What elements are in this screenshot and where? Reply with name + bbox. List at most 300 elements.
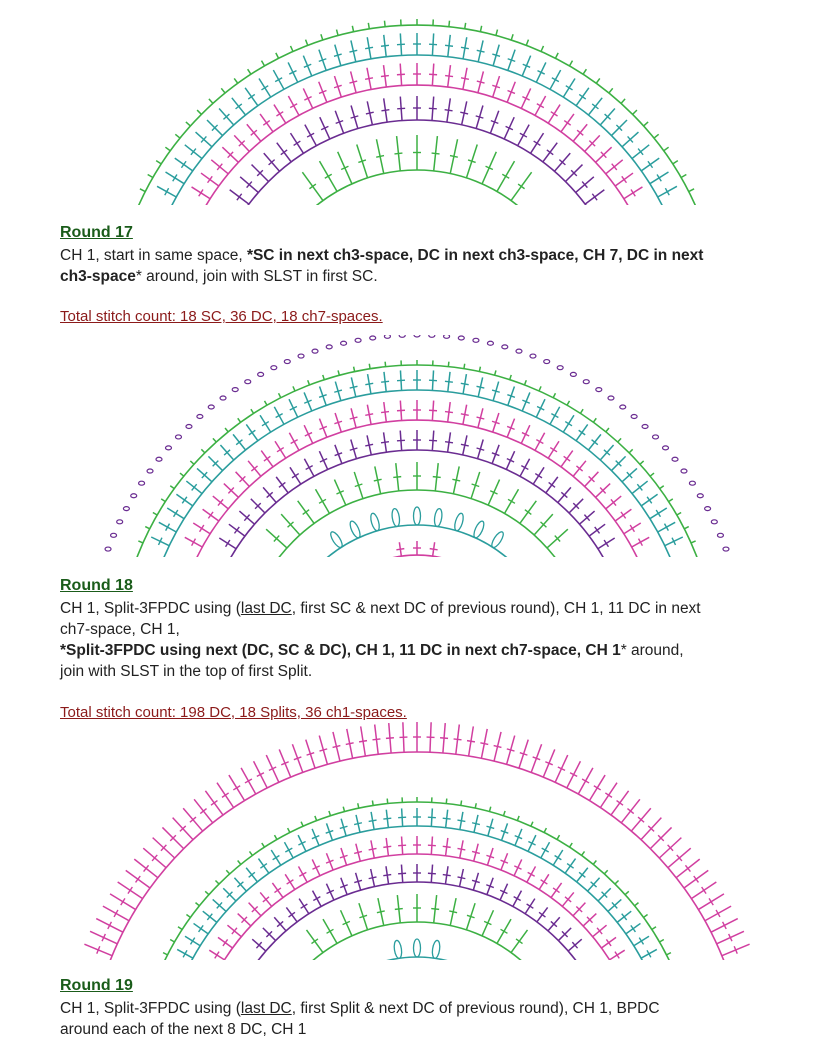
r16b-stitch <box>557 835 560 839</box>
r16c-stitch <box>190 461 194 464</box>
r16-top-stitch <box>221 88 225 93</box>
r15-bar <box>461 444 469 446</box>
r16c-stitch <box>650 473 654 476</box>
r16b-stitch <box>644 914 648 917</box>
r14-bar <box>433 477 441 478</box>
r16-top-stitch <box>681 175 686 178</box>
r16b-bar <box>477 386 485 388</box>
r16c-stitch <box>145 527 149 529</box>
r17-chain <box>271 366 277 370</box>
r17-text-a: CH 1, start in same space, <box>60 247 247 264</box>
r16c-stitch <box>293 386 295 391</box>
r16-top-stitch <box>673 161 678 164</box>
r17-chain <box>502 345 508 349</box>
r16b-bar <box>565 422 572 426</box>
r17-chain <box>139 481 145 485</box>
r16-bar <box>181 161 186 168</box>
r18-bar <box>372 739 380 740</box>
round-18-instructions <box>60 598 760 682</box>
r16b-stitch <box>635 903 639 906</box>
round-17-title: Round 17 <box>60 224 133 242</box>
r14-bar <box>428 873 436 874</box>
r15-bar <box>445 442 453 443</box>
r17-chain <box>131 494 137 498</box>
r14-bar <box>369 877 377 879</box>
r15-bar <box>428 845 436 846</box>
r17-chain <box>384 335 390 338</box>
r15-bar <box>383 846 391 847</box>
r16-top-stitch <box>248 69 251 74</box>
r16c-stitch <box>369 364 370 369</box>
r13-bar <box>309 184 315 189</box>
r16-bar <box>639 938 643 945</box>
r15-bar <box>631 189 635 196</box>
r18-bar <box>346 743 354 745</box>
r16-bar <box>457 820 465 821</box>
r16c-stitch <box>338 370 339 375</box>
r17-text-c: ch3-space <box>60 268 136 285</box>
r16-bar <box>264 456 270 461</box>
r18-text-d: *Split-3FPDC using next (DC, SC & DC), CH 1, 11 DC in next ch7-space, CH 1 <box>60 642 621 659</box>
r16-top-stitch <box>664 147 669 151</box>
r13-stitch <box>414 507 421 525</box>
r16b-stitch <box>593 861 596 865</box>
r18-bar <box>233 786 240 790</box>
r16b-bar <box>461 383 469 384</box>
r17-chain <box>516 349 522 353</box>
r16-bar <box>260 864 267 869</box>
r18-text-b: , first SC & next DC of previous round), CH 1, 11 DC in next <box>292 600 701 617</box>
r16c-stitch <box>238 418 241 422</box>
r15-bar <box>535 474 542 478</box>
r15-bar <box>549 482 555 487</box>
r12-arc <box>307 555 527 557</box>
r18-bar <box>333 746 341 748</box>
r16c-stitch <box>640 461 644 464</box>
r18-bar <box>605 793 612 797</box>
r14-bar <box>383 875 391 876</box>
r16-bar <box>555 855 562 859</box>
r15-bar <box>398 845 406 846</box>
r16c-stitch <box>580 409 583 413</box>
r15-bar <box>199 189 203 196</box>
r16b-stitch <box>170 940 174 943</box>
r16-top-stitch <box>209 99 213 103</box>
r18-arc <box>87 752 747 960</box>
r16b-stitch <box>387 799 388 804</box>
r15-bar <box>606 939 611 945</box>
r16c-stitch <box>161 499 165 502</box>
r16-top-stitch <box>175 134 180 138</box>
r14-bar <box>294 141 301 145</box>
r16b-stitch <box>205 891 209 894</box>
r17-chain <box>147 469 153 473</box>
r16b-stitch <box>163 953 167 955</box>
r13-bar <box>311 939 317 944</box>
r15-bar <box>551 112 558 116</box>
r17-chain <box>705 507 711 511</box>
r13-stitch <box>433 508 442 527</box>
r16b-bar <box>445 381 453 382</box>
r16-top-stitch <box>596 78 600 83</box>
r16b-bar <box>174 510 178 517</box>
r17-chain <box>681 469 687 473</box>
r16b-stitch <box>275 835 278 839</box>
r16-bar <box>461 414 469 415</box>
r16-top-stitch <box>276 53 279 58</box>
r18-bar <box>480 743 488 745</box>
r15-bar <box>429 440 437 441</box>
r13-stitch <box>391 508 400 527</box>
round-17-instructions <box>60 245 760 287</box>
r17-chain <box>596 388 602 392</box>
r16c-stitch <box>495 370 496 375</box>
chart-round-18-svg <box>0 722 819 960</box>
r14-bar <box>539 912 545 917</box>
r14-bar <box>303 510 309 515</box>
r17-chain <box>245 380 251 384</box>
r17-chain <box>232 388 238 392</box>
r16c-stitch <box>213 438 216 442</box>
r16b-stitch <box>489 807 490 812</box>
r18-bar <box>494 746 502 748</box>
r14-bar <box>381 110 389 111</box>
r13-bar <box>432 153 440 154</box>
r15-bar <box>604 540 608 547</box>
r15-bar <box>541 880 548 884</box>
r17-chain <box>557 366 563 370</box>
r15-bar <box>279 482 285 487</box>
r18-bar <box>617 801 623 806</box>
round-18-title: Round 18 <box>60 577 133 595</box>
r14-bar <box>393 477 401 478</box>
r16b-stitch <box>196 903 200 906</box>
r15-bar <box>292 474 299 478</box>
r16-top-stitch <box>583 69 586 74</box>
r16-top-stitch <box>609 88 613 93</box>
r15-bar <box>595 527 600 533</box>
r14-bar <box>443 875 451 876</box>
r16-top-stitch <box>321 34 323 40</box>
r17-chain <box>370 336 376 340</box>
r14-bar <box>289 912 295 917</box>
r14-bar <box>301 904 308 908</box>
r17-chain <box>570 372 576 376</box>
crochet-chart-round-18 <box>0 722 819 960</box>
r17-chain <box>672 457 678 461</box>
r16-top-stitch <box>384 21 385 27</box>
r16-bar <box>477 50 485 52</box>
r15-bar <box>226 540 230 547</box>
r17-chain <box>175 435 181 439</box>
r16c-stitch <box>660 486 664 489</box>
r16-top-stitch <box>526 40 528 46</box>
r16-top-stitch <box>555 53 558 58</box>
r16c-stitch <box>385 362 386 367</box>
r13-bar <box>376 156 384 158</box>
r16-top-stitch <box>156 161 161 164</box>
r17-chain <box>544 360 550 364</box>
r16-top-stitch <box>480 26 481 32</box>
r16b-stitch <box>666 953 670 955</box>
r16c-stitch <box>525 380 527 385</box>
r16-bar <box>630 525 634 532</box>
r13-bar <box>516 939 522 944</box>
r15-bar <box>369 848 377 849</box>
r16c-stitch <box>180 473 184 476</box>
r18-text-f: join with SLST in the top of first Split. <box>60 663 312 680</box>
r16c-stitch <box>606 428 609 432</box>
r16c-stitch <box>153 513 157 516</box>
r13-bar <box>431 909 439 910</box>
r16c-stitch <box>553 393 555 397</box>
r13-stitch <box>348 520 362 539</box>
r18-bar <box>594 786 601 790</box>
r14-bar <box>398 873 406 874</box>
r16-top-stitch <box>621 99 625 103</box>
r15-bar <box>263 121 269 126</box>
r17-chain <box>197 414 203 418</box>
r15-bar <box>445 76 453 77</box>
r17-chain <box>414 335 420 337</box>
r16b-stitch <box>615 880 619 884</box>
crochet-chart-round-17 <box>0 335 819 557</box>
r16c-arc <box>117 365 717 557</box>
r17-chain <box>689 481 695 485</box>
r16c-stitch <box>479 367 480 372</box>
r17-chain <box>697 494 703 498</box>
r16-top-stitch <box>689 189 694 192</box>
r16-bar <box>621 512 626 518</box>
r16-top-stitch <box>511 34 513 40</box>
r16-bar <box>472 823 480 825</box>
r18-bar <box>359 741 367 742</box>
r16-bar <box>550 448 557 452</box>
r16c-stitch <box>170 486 174 489</box>
r14-bar <box>452 479 460 481</box>
r16b-stitch <box>186 914 190 917</box>
r18-bar <box>128 887 132 894</box>
r16-bar <box>567 864 574 869</box>
r15-bar <box>234 527 239 533</box>
r16-bar <box>445 45 453 46</box>
r18-bar <box>454 739 462 740</box>
r16-bar <box>443 818 451 819</box>
r15-bar <box>381 442 389 443</box>
r16b-stitch <box>446 799 447 804</box>
r16b-bar <box>182 497 187 504</box>
r16-bar <box>648 161 653 168</box>
r18-bar <box>694 876 699 882</box>
r16b-bar <box>579 430 586 435</box>
r17-chain <box>105 547 111 551</box>
r18-bar <box>440 738 448 739</box>
r16-bar <box>173 174 177 181</box>
r16c-stitch <box>464 364 465 369</box>
r16b-bar <box>365 383 373 384</box>
r16-bar <box>566 86 573 90</box>
r17-chain <box>117 520 123 524</box>
r16-bar <box>200 525 204 532</box>
r16-bar <box>199 925 204 932</box>
r15-bar <box>215 952 219 959</box>
r13-arc <box>257 922 577 960</box>
r16b-stitch <box>475 803 476 808</box>
r16b-bar <box>647 497 652 504</box>
r16-top-stitch <box>644 122 648 126</box>
r16-bar <box>477 417 485 419</box>
r16b-bar <box>350 386 358 388</box>
r16c-stitch <box>669 499 673 502</box>
r16c-stitch <box>279 393 281 397</box>
r16c-stitch <box>618 438 621 442</box>
r16-bar <box>657 174 661 181</box>
r17-chain <box>620 405 626 409</box>
r16c-stitch <box>354 367 355 372</box>
r16b-stitch <box>178 927 182 930</box>
round-17-stitch-count: Total stitch count: 18 SC, 36 DC, 18 ch7-spaces. <box>60 308 383 325</box>
r16-bar <box>564 456 570 461</box>
r16-bar <box>397 410 405 411</box>
r17-chain <box>663 446 669 450</box>
r16b-stitch <box>372 801 373 806</box>
r12-bar <box>430 549 438 550</box>
r17-chain <box>711 520 717 524</box>
r16b-bar <box>656 510 660 517</box>
r14-bar <box>458 877 466 879</box>
r14-bar <box>281 150 287 155</box>
r17-chain <box>429 335 435 337</box>
r15-bar <box>553 888 559 893</box>
r16b-stitch <box>659 940 663 943</box>
r16-bar <box>579 94 586 99</box>
r13-bar <box>395 909 403 910</box>
r17-chain <box>399 335 405 337</box>
r15-bar <box>354 851 362 853</box>
r16-bar <box>208 512 213 518</box>
r17-chain <box>341 341 347 345</box>
r13-stitch <box>490 530 506 549</box>
r16-bar <box>248 94 255 99</box>
r16b-bar <box>249 430 256 435</box>
r18-bar <box>702 887 706 894</box>
r15-bar <box>365 78 373 79</box>
r16-top-stitch <box>633 110 637 114</box>
r17-chain <box>165 446 171 450</box>
r16b-stitch <box>531 822 533 827</box>
r16c-stitch <box>265 401 268 405</box>
r14-bar <box>547 150 553 155</box>
r12-stitch <box>414 939 421 957</box>
r14-bar <box>534 141 541 145</box>
r16-top-stitch <box>465 23 466 29</box>
r16c-stitch <box>677 513 681 516</box>
r12-stitch <box>431 940 440 959</box>
r16-top-stitch <box>368 23 369 29</box>
r17-chain <box>487 341 493 345</box>
r16-bar <box>277 448 284 452</box>
r15-bar <box>615 952 619 959</box>
r17-chain <box>653 435 659 439</box>
r17-chain <box>312 349 318 353</box>
round-18-stitch-count: Total stitch count: 198 DC, 18 Splits, 36 ch1-spaces. <box>60 704 407 721</box>
r17-chain <box>220 396 226 400</box>
r14-bar <box>525 510 531 515</box>
r15-bar <box>477 81 485 83</box>
r16-bar <box>631 925 636 932</box>
r16-bar <box>383 818 391 819</box>
r15-bar <box>397 440 405 441</box>
r16c-stitch <box>448 362 449 367</box>
r16-top-stitch <box>262 61 265 66</box>
r16-top-stitch <box>140 189 145 192</box>
r15-bar <box>397 74 405 75</box>
r16b-bar <box>262 422 269 426</box>
r14-bar <box>429 108 437 109</box>
r16-bar <box>365 414 373 415</box>
r17-chain <box>530 354 536 358</box>
r16b-stitch <box>262 843 265 847</box>
r15-bar <box>208 176 213 182</box>
r13-bar <box>377 911 385 913</box>
r18-text-c: ch7-space, CH 1, <box>60 621 180 638</box>
r16b-stitch <box>343 807 344 812</box>
r16-bar <box>369 820 377 821</box>
r15-bar <box>223 939 228 945</box>
r13-stitch <box>453 512 465 531</box>
r16-bar <box>381 412 389 413</box>
r14-bar <box>237 194 242 200</box>
r17-chain <box>298 354 304 358</box>
round-19-title: Round 19 <box>60 977 133 995</box>
r15-bar <box>429 74 437 75</box>
r17-chain <box>473 338 479 342</box>
r12-stitch <box>393 940 402 959</box>
r16-top-stitch <box>165 147 170 151</box>
r16b-bar <box>381 381 389 382</box>
r17-chain <box>258 372 264 376</box>
r17-chain <box>326 345 332 349</box>
r15-bar <box>457 848 465 849</box>
r16c-stitch <box>201 449 205 453</box>
r13-stitch <box>369 512 381 531</box>
r18-bar <box>121 898 125 905</box>
r13-bar <box>449 911 457 913</box>
r16-bar <box>381 45 389 46</box>
r16c-stitch <box>629 449 633 453</box>
r15-bar <box>276 112 283 116</box>
r16-bar <box>365 47 373 48</box>
r19-text-u: last DC <box>241 1000 292 1017</box>
r17-chain <box>608 396 614 400</box>
r16-top-stitch <box>197 110 201 114</box>
r16-top-stitch <box>541 46 543 51</box>
r16-top-stitch <box>337 30 339 36</box>
r17-chain <box>723 547 729 551</box>
r16-top-stitch <box>352 26 353 32</box>
r16b-stitch <box>569 843 572 847</box>
r14-bar <box>366 112 374 114</box>
r17-chain <box>208 405 214 409</box>
r16b-stitch <box>625 891 629 894</box>
r16b-stitch <box>504 811 506 816</box>
r16b-stitch <box>604 870 607 874</box>
r16c-stitch <box>510 375 512 380</box>
r15-bar <box>472 851 480 853</box>
r16-bar <box>354 823 362 825</box>
r18-text-a: CH 1, Split-3FPDC using ( <box>60 600 241 617</box>
r16c-stitch <box>567 401 570 405</box>
